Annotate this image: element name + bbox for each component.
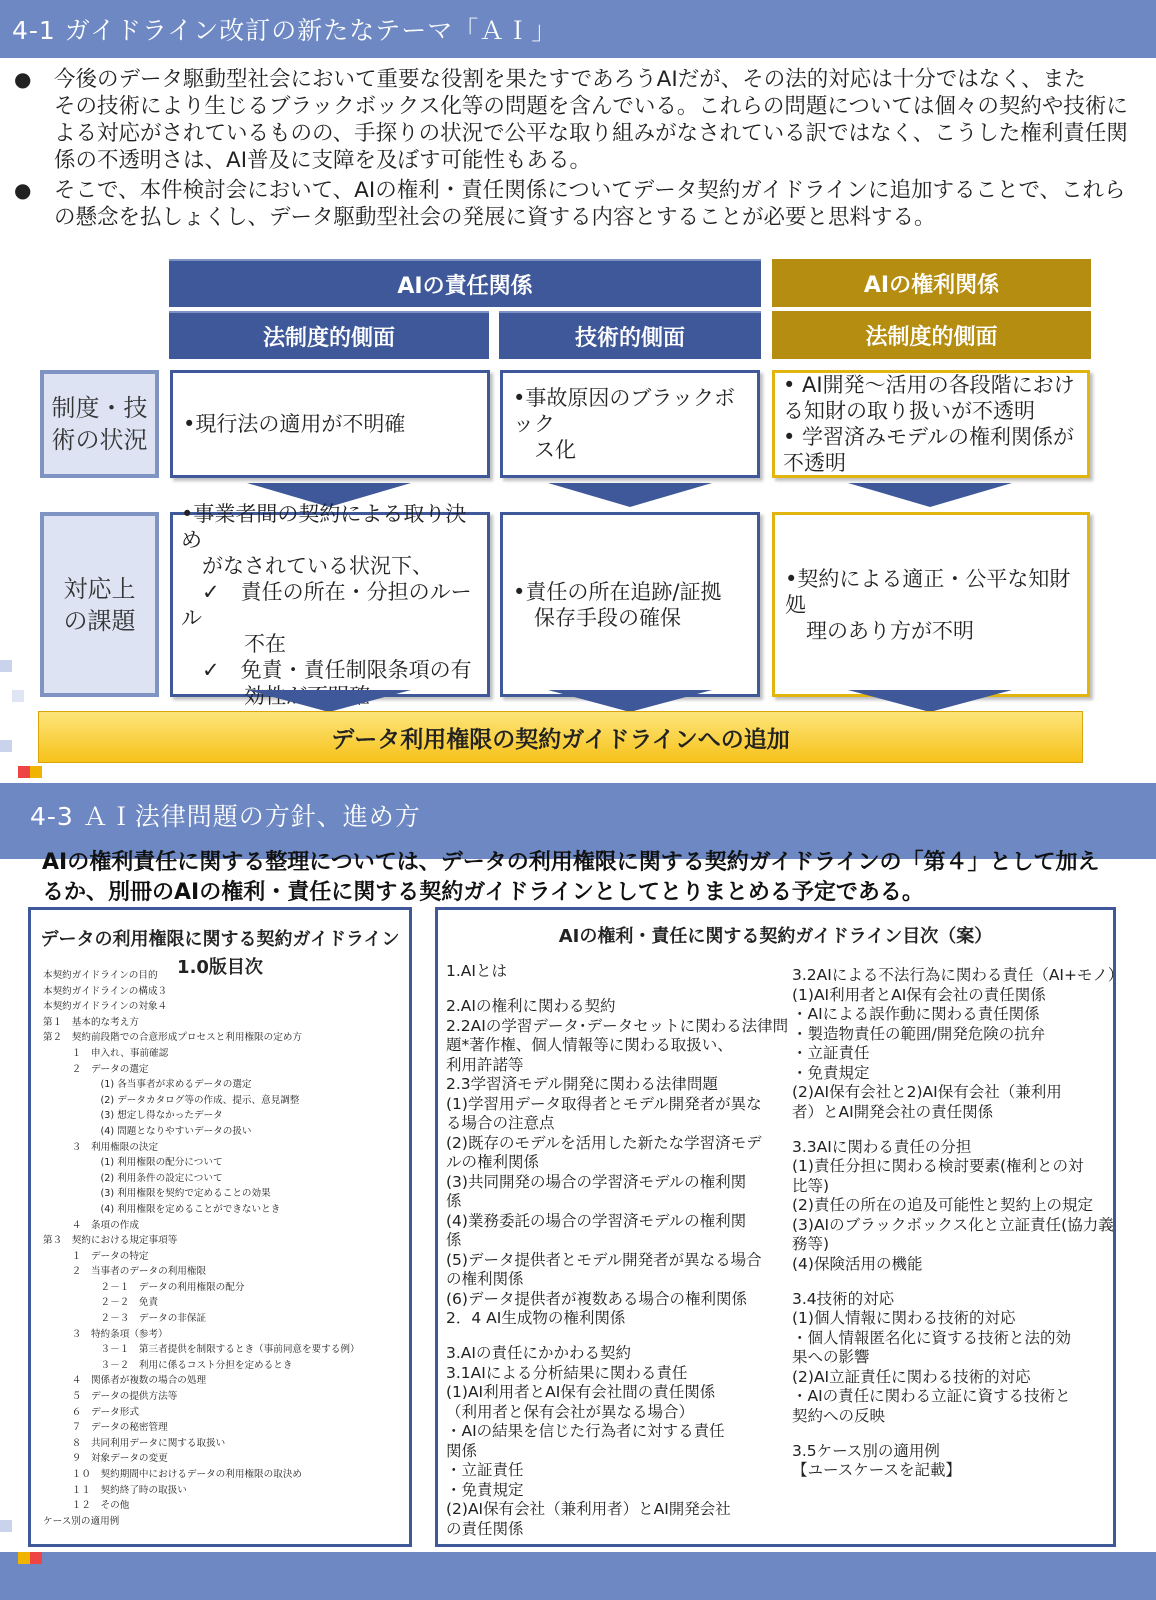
toc-entry: 1.AIとは xyxy=(446,962,507,980)
bullet-text xyxy=(54,177,1150,231)
toc-entry: ・立証責任 xyxy=(446,1461,524,1479)
subheader-legal-rights: 法制度的側面 xyxy=(772,311,1091,359)
toc-entry: 3.3AIに関わる責任の分担 xyxy=(792,1137,972,1156)
cell-issues-tech xyxy=(500,512,760,697)
cell-text: 保存手段の確保 xyxy=(513,605,681,630)
lead-line: るか、別冊のAIの権利・責任に関する契約ガイドラインとしてとりまとめる予定である。 xyxy=(42,880,924,905)
toc-entry: (2)既存のモデルを活用した新たな学習済モデ xyxy=(446,1133,762,1152)
toc-entry: 3.2AIによる不法行為に関わる責任（AI+モノ） xyxy=(792,966,1124,984)
toc-entry: の責任関係 xyxy=(446,1519,524,1538)
toc-entry: ・個人情報匿名化に資する技術と法的効 xyxy=(792,1328,1072,1347)
panel-title: AIの権利・責任に関する契約ガイドライン目次（案） xyxy=(558,926,993,947)
toc-entry: (3) 想定し得なかったデータ xyxy=(43,1110,223,1122)
down-arrow-icon xyxy=(848,690,1012,712)
bullet-mark: ● xyxy=(14,178,32,202)
toc-entry: ３－２ 利用に係るコスト分担を定めるとき xyxy=(43,1359,293,1371)
header-ai-responsibility: AIの責任関係 xyxy=(169,259,761,307)
toc-entry: (4) 問題となりやすいデータの扱い xyxy=(43,1125,252,1137)
subheader-technical: 技術的側面 xyxy=(499,311,761,359)
cell-text: ✓ 責任の所在・分担のルール xyxy=(181,579,472,630)
right-toc-column-1 xyxy=(446,962,788,1539)
toc-entry: ・免責規定 xyxy=(446,1480,524,1499)
toc-entry: ２ データの選定 xyxy=(43,1063,149,1075)
toc-entry: ・立証責任 xyxy=(792,1044,870,1062)
cell-issues-rights xyxy=(772,512,1090,697)
lead-text xyxy=(42,848,1122,908)
toc-entry: ４ 条項の作成 xyxy=(43,1219,139,1231)
toc-entry xyxy=(446,1329,788,1345)
toc-entry: る場合の注意点 xyxy=(446,1114,555,1132)
cell-text: 理のあり方が不明 xyxy=(785,618,974,643)
cell-text: ス化 xyxy=(513,438,576,462)
toc-entry xyxy=(792,1274,1123,1290)
toc-entry: (4)保険活用の機能 xyxy=(792,1254,923,1273)
cell-text: •責任の所在追跡/証拠 xyxy=(513,579,722,604)
footer-bar xyxy=(0,1552,1156,1600)
label-line: の課題 xyxy=(63,606,136,635)
bullet-line: 今後のデータ駆動型社会において重要な役割を果たすであろうAIだが、その法的対応は十分ではなく、また xyxy=(54,67,1086,92)
toc-entry: 2.3学習済モデル開発に関わる法律問題 xyxy=(446,1075,718,1093)
toc-entry: (1) 利用権限の配分について xyxy=(43,1157,223,1169)
decor-square xyxy=(18,766,30,778)
down-arrow-icon xyxy=(548,690,712,712)
toc-entry: 係 xyxy=(446,1192,462,1210)
toc-entry: (2)AI保有会社（兼利用者）とAI開発会社 xyxy=(446,1500,731,1518)
panel-data-guideline-toc xyxy=(28,907,412,1547)
decor-square xyxy=(30,1552,42,1564)
cell-text: •事故原因のブラックボック xyxy=(513,386,735,436)
toc-entry: ４ 関係者が複数の場合の処理 xyxy=(43,1375,207,1387)
toc-entry: ２－２ 免責 xyxy=(43,1297,159,1309)
toc-entry: １２ その他 xyxy=(43,1500,130,1512)
toc-entry: ２－３ データの非保証 xyxy=(43,1313,207,1325)
panel-subtitle-line: 1.0版目次 xyxy=(177,957,263,978)
row-label-issues xyxy=(40,512,159,697)
right-toc-column-2 xyxy=(792,966,1123,1481)
bullet-line: 係の不透明さは、AI普及に支障を及ぼす可能性もある。 xyxy=(54,148,592,173)
bullet-line: その技術により生じるブラックボックス化等の問題を含んでいる。これらの問題については個々の契約や技術に xyxy=(54,94,1128,119)
toc-entry: 果への影響 xyxy=(792,1348,870,1366)
left-toc-list xyxy=(43,968,360,1529)
toc-entry: ケース別の適用例 xyxy=(43,1515,120,1527)
toc-entry: ・免責規定 xyxy=(792,1063,870,1082)
toc-entry: １１ 契約終了時の取扱い xyxy=(43,1484,187,1496)
toc-entry: 契約への反映 xyxy=(792,1406,886,1425)
cell-text: •契約による適正・公平な知財処 xyxy=(785,566,1071,617)
decor-square xyxy=(0,740,12,752)
toc-entry: 本契約ガイドラインの構成３ xyxy=(43,985,168,997)
toc-entry: ３－１ 第三者提供を制限するとき（事前同意を要する例） xyxy=(43,1344,360,1356)
down-arrow-icon xyxy=(848,483,1012,507)
toc-entry: 3.4技術的対応 xyxy=(792,1289,895,1308)
toc-entry: 比等) xyxy=(792,1176,830,1195)
toc-entry: 第２ 契約前段階での合意形成プロセスと利用権限の定め方 xyxy=(43,1032,303,1044)
cell-status-tech xyxy=(500,370,760,478)
toc-entry: 3.5ケース別の適用例 xyxy=(792,1441,940,1460)
toc-entry: 【ユースケースを記載】 xyxy=(792,1461,961,1479)
bullet-line: の懸念を払しょくし、データ駆動型社会の発展に資する内容とすることが必要と思料する。 xyxy=(54,205,936,230)
cell-text: •事業者間の契約による取り決め xyxy=(181,501,467,552)
toc-entry: 利用許諾等 xyxy=(446,1055,524,1074)
toc-entry: 第１ 基本的な考え方 xyxy=(43,1016,139,1028)
toc-entry: (2)AI立証責任に関わる技術的対応 xyxy=(792,1367,1031,1386)
toc-entry: (2) データカタログ等の作成、提示、意見調整 xyxy=(43,1094,300,1106)
slide-title-4-1 xyxy=(0,0,1156,58)
cell-text: • AI開発～活用の各段階におけ xyxy=(783,373,1075,397)
cell-text: ✓ 免責・責任制限条項の有 xyxy=(181,657,472,682)
toc-entry: (1)個人情報に関わる技術的対応 xyxy=(792,1309,1016,1327)
panel-title-line: データの利用権限に関する契約ガイドライン xyxy=(40,929,400,950)
intro-bullets xyxy=(10,66,1150,231)
bullet-line: よる対応がされているものの、手探りの状況で公平な取り組みがなされている訳ではなく、こうした権利責任関 xyxy=(54,121,1128,146)
label-line: 術の状況 xyxy=(51,426,148,454)
toc-entry: (1) 各当事者が求めるデータの選定 xyxy=(43,1079,252,1091)
toc-entry: 関係 xyxy=(446,1441,478,1460)
cell-status-rights xyxy=(772,370,1090,478)
down-arrow-icon xyxy=(548,483,712,507)
bullet-text xyxy=(54,66,1150,174)
toc-entry: ３ 利用権限の決定 xyxy=(43,1141,159,1153)
cell-text: る知財の取り扱いが不透明 xyxy=(783,399,1035,423)
toc-entry: 2.2AIの学習データ･データセットに関わる法律問 xyxy=(446,1016,789,1035)
toc-entry: 本契約ガイドラインの目的 xyxy=(43,970,158,981)
bullet-item xyxy=(10,177,1150,231)
toc-entry: の権利関係 xyxy=(446,1270,524,1288)
toc-entry: 第３ 契約における規定事項等 xyxy=(43,1235,178,1247)
decor-square xyxy=(30,766,42,778)
toc-entry: ルの権利関係 xyxy=(446,1153,540,1171)
toc-entry: 者）とAI開発会社の責任関係 xyxy=(792,1102,994,1121)
toc-entry: (3) 利用権限を契約で定めることの効果 xyxy=(43,1188,271,1200)
toc-entry: (4) 利用権限を定めることができないとき xyxy=(43,1203,281,1215)
cell-text: 不在 xyxy=(181,631,286,656)
decor-square xyxy=(0,660,12,672)
toc-entry: ３ 特約条項（参考） xyxy=(43,1328,168,1340)
toc-entry: 3.1AIによる分析結果に関わる責任 xyxy=(446,1363,688,1382)
toc-entry: (1)AI利用者とAI保有会社の責任関係 xyxy=(792,985,1046,1004)
toc-entry: (4)業務委託の場合の学習済モデルの権利関 xyxy=(446,1211,747,1230)
toc-entry: ２ 当事者のデータの利用権限 xyxy=(43,1266,207,1278)
toc-entry: ８ 共同利用データに関する取扱い xyxy=(43,1437,226,1449)
toc-entry: １ 申入れ、事前確認 xyxy=(43,1047,169,1059)
toc-entry xyxy=(792,1122,1123,1138)
toc-entry: ・AIの結果を信じた行為者に対する責任 xyxy=(446,1422,725,1440)
cell-status-legal xyxy=(170,370,490,478)
toc-entry: ６ データ形式 xyxy=(43,1406,139,1418)
toc-entry: (3)共同開発の場合の学習済モデルの権利関 xyxy=(446,1172,747,1191)
bullet-mark: ● xyxy=(14,67,32,91)
toc-entry: ５ データの提供方法等 xyxy=(43,1391,178,1403)
toc-entry: 係 xyxy=(446,1231,462,1249)
cell-issues-legal xyxy=(170,501,490,708)
toc-entry: ２－１ データの利用権限の配分 xyxy=(43,1281,245,1293)
decor-square xyxy=(12,690,24,702)
toc-entry: １０ 契約期間中におけるデータの利用権限の取決め xyxy=(43,1469,303,1480)
toc-entry: （利用者と保有会社が異なる場合） xyxy=(446,1402,695,1421)
bullet-line: そこで、本件検討会において、AIの権利・責任関係についてデータ契約ガイドラインに追加することで、これら xyxy=(54,178,1126,203)
decor-square xyxy=(0,1520,12,1532)
label-line: 制度・技 xyxy=(51,394,148,422)
toc-entry: ・AIの責任に関わる立証に資する技術と xyxy=(792,1387,1071,1405)
header-ai-rights: AIの権利関係 xyxy=(772,259,1091,307)
toc-entry: (1)AI利用者とAI保有会社間の責任関係 xyxy=(446,1383,716,1401)
toc-entry: (2)責任の所在の追及可能性と契約上の規定 xyxy=(792,1196,1093,1214)
row-label-status xyxy=(40,370,159,478)
toc-entry: (3)AIのブラックボックス化と立証責任(協力義 xyxy=(792,1215,1114,1234)
toc-entry: 本契約ガイドラインの対象４ xyxy=(43,1001,168,1013)
cell-text: • 学習済みモデルの権利関係が xyxy=(783,425,1075,449)
toc-entry: １ データの特定 xyxy=(43,1250,149,1262)
toc-entry: ・製造物責任の範囲/開発危険の抗弁 xyxy=(792,1024,1046,1043)
toc-entry xyxy=(446,982,788,998)
cell-text: がなされている状況下、 xyxy=(181,553,433,578)
toc-entry: ・AIによる誤作動に関わる責任関係 xyxy=(792,1005,1040,1023)
toc-entry: 務等) xyxy=(792,1235,830,1253)
toc-entry: (2) 利用条件の設定について xyxy=(43,1172,223,1184)
slide-title-text: 4-3 ＡＩ法律問題の方針、進め方 xyxy=(30,802,421,831)
cell-text: 不透明 xyxy=(783,451,846,475)
decor-square xyxy=(18,1552,30,1564)
bullet-item xyxy=(10,66,1150,174)
down-arrow-icon xyxy=(247,690,411,712)
toc-entry: (2)AI保有会社と2)AI保有会社（兼利用 xyxy=(792,1083,1062,1101)
toc-entry: (5)データ提供者とモデル開発者が異なる場合 xyxy=(446,1250,762,1269)
toc-entry: (6)データ提供者が複数ある場合の権利関係 xyxy=(446,1289,747,1308)
lead-line: AIの権利責任に関する整理については、データの利用権限に関する契約ガイドラインの「第４」として加え xyxy=(42,850,1100,875)
toc-entry: 題*著作権、個人情報等に関わる取扱い、 xyxy=(446,1036,733,1054)
slide-title-text: 4-1 ガイドライン改訂の新たなテーマ「ＡＩ」 xyxy=(12,16,558,45)
toc-entry: (1)学習用データ取得者とモデル開発者が異な xyxy=(446,1094,762,1113)
label-line: 対応上 xyxy=(63,574,136,603)
cell-text: •現行法の適用が不明確 xyxy=(183,412,406,436)
toc-entry xyxy=(792,1426,1123,1442)
toc-entry: 2．4 AI生成物の権利関係 xyxy=(446,1309,626,1327)
result-banner: データ利用権限の契約ガイドラインへの追加 xyxy=(38,711,1083,763)
toc-entry: 2.AIの権利に関わる契約 xyxy=(446,997,616,1015)
toc-entry: ９ 対象データの変更 xyxy=(43,1453,168,1465)
subheader-legal: 法制度的側面 xyxy=(169,311,489,359)
toc-entry: (1)責任分担に関わる検討要素(権利との対 xyxy=(792,1157,1084,1175)
toc-entry: 3.AIの責任にかかわる契約 xyxy=(446,1344,631,1362)
toc-entry: ７ データの秘密管理 xyxy=(43,1422,168,1434)
cell-text: 効性が不明確 xyxy=(181,683,370,708)
panel-ai-guideline-toc xyxy=(435,907,1124,1547)
